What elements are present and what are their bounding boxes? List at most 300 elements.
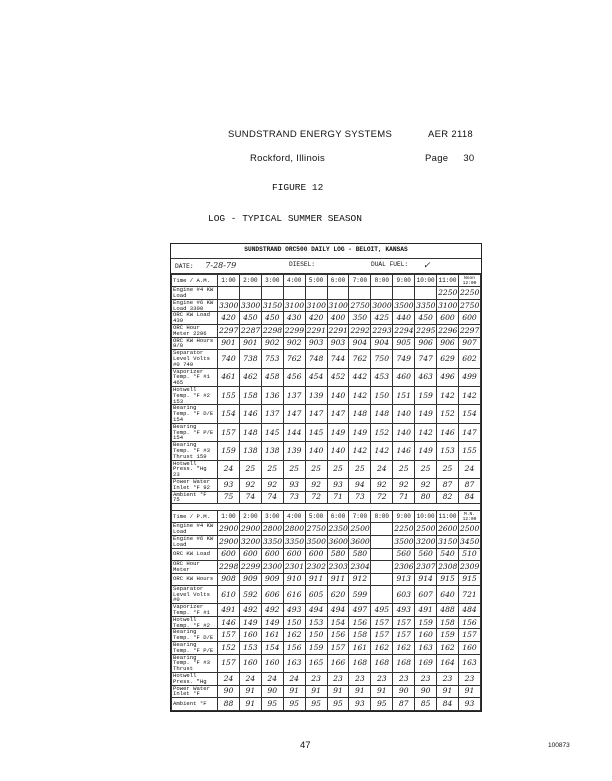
pm-reading-cell: 909 (239, 573, 261, 585)
pm-reading-cell: 2304 (349, 560, 371, 573)
pm-reading-cell: 2299 (239, 560, 261, 573)
pm-reading-cell: 156 (458, 616, 480, 629)
am-reading-cell: 159 (218, 442, 240, 460)
am-reading-cell: 2297 (218, 325, 240, 338)
location: Rockford, Illinois (250, 153, 326, 164)
pm-reading-cell: 2250 (393, 523, 415, 536)
am-log-row (172, 491, 481, 504)
am-reading-cell: 3500 (393, 299, 415, 312)
am-reading-cell: 142 (415, 423, 437, 441)
am-reading-cell: 24 (458, 460, 480, 478)
am-reading-cell: 25 (305, 460, 327, 478)
am-reading-cell (393, 287, 415, 300)
am-reading-cell: 3100 (305, 299, 327, 312)
pm-reading-cell: 2350 (327, 523, 349, 536)
am-reading-cell: 75 (218, 491, 240, 504)
am-reading-cell: 2750 (349, 299, 371, 312)
pm-reading-cell: 599 (349, 585, 371, 603)
am-reading-cell: 71 (327, 491, 349, 504)
am-reading-cell: 3150 (261, 299, 283, 312)
document-code: 100873 (548, 742, 570, 749)
pm-reading-cell: 156 (349, 616, 371, 629)
am-log-row (172, 442, 481, 460)
am-reading-cell: 496 (437, 368, 459, 386)
pm-time-9: 9:00 (393, 511, 415, 523)
am-reading-cell: 149 (415, 442, 437, 460)
pm-reading-cell: 610 (218, 585, 240, 603)
pm-reading-cell: 495 (371, 604, 393, 617)
pm-reading-cell: 156 (283, 642, 305, 655)
am-reading-cell: 158 (239, 387, 261, 405)
am-reading-cell: 146 (393, 442, 415, 460)
log-info-row (171, 259, 481, 274)
pm-reading-cell: 159 (415, 616, 437, 629)
pm-reading-cell: 603 (393, 585, 415, 603)
pm-reading-cell: 600 (218, 548, 240, 560)
am-reading-cell: 82 (437, 491, 459, 504)
am-reading-cell: 25 (239, 460, 261, 478)
pm-reading-cell: 163 (458, 654, 480, 672)
pm-reading-cell: 915 (437, 573, 459, 585)
am-reading-cell: 155 (218, 387, 240, 405)
am-reading-cell: 2297 (458, 325, 480, 338)
am-reading-cell: 3100 (437, 299, 459, 312)
am-reading-cell: 149 (327, 423, 349, 441)
pm-reading-cell: 85 (415, 698, 437, 710)
page-number: 47 (300, 740, 311, 751)
pm-reading-cell: 163 (415, 642, 437, 655)
pm-log-row (172, 523, 481, 536)
am-reading-cell: 2287 (239, 325, 261, 338)
pm-reading-cell: 157 (393, 616, 415, 629)
pm-reading-cell: 91 (327, 685, 349, 698)
pm-reading-cell: 560 (393, 548, 415, 560)
date-label: DATE: (175, 263, 194, 270)
pm-reading-cell: 607 (415, 585, 437, 603)
pm-reading-cell: 592 (239, 585, 261, 603)
am-row-label: ORC Hour Meter 2296 (172, 325, 218, 338)
am-reading-cell: 25 (393, 460, 415, 478)
pm-reading-cell: 90 (393, 685, 415, 698)
am-time-7: 7:00 (349, 275, 371, 287)
pm-time-header-row (172, 511, 481, 523)
pm-time-label: Time / P.M. (172, 511, 218, 523)
pm-time-7: 7:00 (349, 511, 371, 523)
pm-reading-cell: 93 (458, 698, 480, 710)
pm-log-row (172, 616, 481, 629)
am-reading-cell: 762 (283, 350, 305, 368)
pm-reading-cell: 2800 (261, 523, 283, 536)
am-reading-cell: 3300 (239, 299, 261, 312)
am-reading-cell: 25 (437, 460, 459, 478)
am-time-8: 8:00 (371, 275, 393, 287)
pm-reading-cell: 162 (371, 642, 393, 655)
pm-reading-cell: 2900 (218, 523, 240, 536)
pm-reading-cell: 2306 (393, 560, 415, 573)
pm-reading-cell: 87 (393, 698, 415, 710)
am-reading-cell: 3100 (283, 299, 305, 312)
pm-row-label: ORC KW Load (172, 548, 218, 560)
am-reading-cell: 753 (261, 350, 283, 368)
figure-label: FIGURE 12 (272, 182, 324, 193)
pm-reading-cell: 165 (305, 654, 327, 672)
am-row-label: Bearing Temp. °F #3 Thrust 159 (172, 442, 218, 460)
pm-reading-cell: 640 (437, 585, 459, 603)
pm-reading-cell: 23 (393, 673, 415, 686)
am-reading-cell: 74 (239, 491, 261, 504)
am-reading-cell: 906 (415, 337, 437, 350)
am-log-row (172, 312, 481, 325)
am-reading-cell: 144 (283, 423, 305, 441)
pm-reading-cell (371, 548, 393, 560)
am-reading-cell: 450 (239, 312, 261, 325)
am-reading-cell: 420 (305, 312, 327, 325)
am-time-6: 6:00 (327, 275, 349, 287)
pm-reading-cell: 3150 (437, 536, 459, 549)
am-reading-cell: 146 (239, 405, 261, 423)
pm-reading-cell: 2500 (458, 523, 480, 536)
am-row-label: Ambient °F 75 (172, 491, 218, 504)
pm-log-row (172, 573, 481, 585)
pm-reading-cell: 95 (283, 698, 305, 710)
am-reading-cell: 154 (458, 405, 480, 423)
am-row-label: ORC KW Hours 9/0 (172, 337, 218, 350)
am-reading-cell: 84 (458, 491, 480, 504)
pm-reading-cell: 908 (218, 573, 240, 585)
pm-reading-cell: 157 (458, 629, 480, 642)
am-reading-cell: 2291 (327, 325, 349, 338)
am-reading-cell: 92 (261, 479, 283, 492)
pm-reading-cell (371, 560, 393, 573)
pm-reading-cell: 912 (349, 573, 371, 585)
pm-reading-cell: 600 (283, 548, 305, 560)
am-reading-cell: 903 (305, 337, 327, 350)
pm-reading-cell: 2500 (349, 523, 371, 536)
pm-log-table (171, 510, 481, 710)
pm-reading-cell: 580 (349, 548, 371, 560)
pm-reading-cell: 90 (218, 685, 240, 698)
am-reading-cell: 153 (437, 442, 459, 460)
am-reading-cell: 25 (327, 460, 349, 478)
am-reading-cell: 142 (371, 442, 393, 460)
am-reading-cell: 2291 (305, 325, 327, 338)
pm-reading-cell: 2600 (437, 523, 459, 536)
pm-reading-cell: 914 (415, 573, 437, 585)
am-reading-cell: 151 (393, 387, 415, 405)
pm-reading-cell: 911 (327, 573, 349, 585)
am-reading-cell: 902 (283, 337, 305, 350)
am-reading-cell (415, 287, 437, 300)
pm-reading-cell: 90 (415, 685, 437, 698)
pm-reading-cell: 2750 (305, 523, 327, 536)
am-reading-cell: 461 (218, 368, 240, 386)
pm-reading-cell: 161 (349, 642, 371, 655)
pm-reading-cell: 91 (305, 685, 327, 698)
am-reading-cell: 150 (371, 387, 393, 405)
pm-reading-cell: 560 (415, 548, 437, 560)
dual-fuel-check: ✓ (423, 261, 431, 271)
pm-reading-cell: 24 (218, 673, 240, 686)
am-reading-cell: 499 (458, 368, 480, 386)
am-reading-cell: 600 (437, 312, 459, 325)
pm-reading-cell: 91 (239, 685, 261, 698)
am-reading-cell: 72 (371, 491, 393, 504)
am-log-table (171, 274, 481, 504)
pm-reading-cell: 540 (437, 548, 459, 560)
pm-reading-cell: 166 (327, 654, 349, 672)
am-reading-cell: 154 (218, 405, 240, 423)
pm-reading-cell: 23 (458, 673, 480, 686)
am-reading-cell: 2298 (261, 325, 283, 338)
figure-caption: LOG - TYPICAL SUMMER SEASON (208, 213, 362, 224)
am-reading-cell: 2250 (458, 287, 480, 300)
am-reading-cell: 749 (393, 350, 415, 368)
am-reading-cell: 744 (327, 350, 349, 368)
pm-reading-cell: 157 (218, 654, 240, 672)
am-reading-cell: 460 (393, 368, 415, 386)
pm-reading-cell: 168 (393, 654, 415, 672)
pm-time-5: 5:00 (305, 511, 327, 523)
am-reading-cell: 425 (371, 312, 393, 325)
pm-reading-cell: 616 (283, 585, 305, 603)
am-time-10: 10:00 (415, 275, 437, 287)
pm-reading-cell: 493 (283, 604, 305, 617)
am-reading-cell: 2250 (437, 287, 459, 300)
pm-reading-cell: 95 (371, 698, 393, 710)
am-log-row (172, 423, 481, 441)
pm-reading-cell (371, 585, 393, 603)
am-reading-cell: 2292 (349, 325, 371, 338)
pm-reading-cell: 3500 (393, 536, 415, 549)
page-value: 30 (463, 153, 475, 164)
pm-reading-cell: 162 (437, 642, 459, 655)
am-reading-cell: 902 (261, 337, 283, 350)
pm-reading-cell: 488 (437, 604, 459, 617)
am-reading-cell: 456 (283, 368, 305, 386)
am-time-header-row (172, 275, 481, 287)
am-reading-cell: 87 (458, 479, 480, 492)
am-reading-cell: 905 (393, 337, 415, 350)
am-log-row (172, 479, 481, 492)
pm-row-label: Bearing Temp. °F #3 Thrust (172, 654, 218, 672)
am-log-row (172, 287, 481, 300)
am-reading-cell: 140 (393, 423, 415, 441)
pm-reading-cell: 146 (218, 616, 240, 629)
pm-row-label: Power Water Inlet °F (172, 685, 218, 698)
am-time-2: 2:00 (239, 275, 261, 287)
pm-reading-cell: 580 (327, 548, 349, 560)
pm-reading-cell: 169 (415, 654, 437, 672)
am-reading-cell: 136 (261, 387, 283, 405)
am-reading-cell: 159 (415, 387, 437, 405)
am-reading-cell: 25 (261, 460, 283, 478)
am-reading-cell: 748 (305, 350, 327, 368)
am-reading-cell: 148 (371, 405, 393, 423)
am-reading-cell: 2294 (393, 325, 415, 338)
am-reading-cell: 738 (239, 350, 261, 368)
am-reading-cell: 145 (305, 423, 327, 441)
pm-reading-cell: 154 (261, 642, 283, 655)
pm-reading-cell: 484 (458, 604, 480, 617)
pm-row-label: Ambient °F (172, 698, 218, 710)
am-reading-cell: 25 (349, 460, 371, 478)
pm-reading-cell: 160 (415, 629, 437, 642)
am-reading-cell: 93 (218, 479, 240, 492)
am-row-label: Engine #4 KW Load (172, 287, 218, 300)
pm-reading-cell: 149 (239, 616, 261, 629)
pm-log-row (172, 560, 481, 573)
pm-reading-cell: 3450 (458, 536, 480, 549)
am-reading-cell: 600 (458, 312, 480, 325)
am-reading-cell: 92 (371, 479, 393, 492)
pm-reading-cell: 600 (261, 548, 283, 560)
pm-reading-cell: 2900 (239, 523, 261, 536)
pm-reading-cell: 158 (437, 616, 459, 629)
pm-row-label: ORC Hour Meter (172, 560, 218, 573)
am-reading-cell (239, 287, 261, 300)
pm-reading-cell: 23 (371, 673, 393, 686)
daily-log-sheet (170, 243, 482, 712)
am-log-row (172, 405, 481, 423)
am-reading-cell (349, 287, 371, 300)
am-reading-cell: 140 (327, 442, 349, 460)
pm-reading-cell: 2308 (437, 560, 459, 573)
pm-reading-cell: 491 (415, 604, 437, 617)
am-reading-cell: 3100 (327, 299, 349, 312)
company-name: SUNDSTRAND ENERGY SYSTEMS (228, 129, 393, 140)
page-label: Page (425, 153, 449, 164)
am-reading-cell: 152 (437, 405, 459, 423)
am-reading-cell: 400 (327, 312, 349, 325)
pm-log-row (172, 604, 481, 617)
am-reading-cell: 93 (327, 479, 349, 492)
pm-log-row (172, 629, 481, 642)
am-row-label: Bearing Temp. °F D/E 154 (172, 405, 218, 423)
am-reading-cell: 25 (283, 460, 305, 478)
pm-reading-cell: 23 (415, 673, 437, 686)
pm-reading-cell: 160 (239, 629, 261, 642)
am-time-5: 5:00 (305, 275, 327, 287)
pm-reading-cell: 909 (261, 573, 283, 585)
pm-reading-cell: 493 (393, 604, 415, 617)
pm-reading-cell: 600 (305, 548, 327, 560)
pm-reading-cell: 2800 (283, 523, 305, 536)
pm-reading-cell: 2303 (327, 560, 349, 573)
pm-reading-cell: 2298 (218, 560, 240, 573)
pm-row-label: Separator Level Volts #0 (172, 585, 218, 603)
pm-reading-cell: 160 (239, 654, 261, 672)
am-reading-cell: 762 (349, 350, 371, 368)
pm-reading-cell: 157 (371, 616, 393, 629)
am-time-1: 1:00 (218, 275, 240, 287)
pm-reading-cell: 913 (393, 573, 415, 585)
pm-reading-cell: 91 (349, 685, 371, 698)
pm-reading-cell: 88 (218, 698, 240, 710)
pm-reading-cell: 491 (218, 604, 240, 617)
pm-log-row (172, 585, 481, 603)
pm-reading-cell: 2900 (218, 536, 240, 549)
pm-reading-cell: 494 (305, 604, 327, 617)
am-reading-cell: 80 (415, 491, 437, 504)
pm-reading-cell: 2307 (415, 560, 437, 573)
pm-reading-cell: 163 (283, 654, 305, 672)
pm-reading-cell: 95 (305, 698, 327, 710)
am-reading-cell: 149 (349, 423, 371, 441)
pm-time-1: 1:00 (218, 511, 240, 523)
pm-reading-cell: 158 (349, 629, 371, 642)
am-reading-cell: 2293 (371, 325, 393, 338)
document-number: AER 2118 (428, 129, 474, 140)
am-reading-cell: 93 (283, 479, 305, 492)
am-reading-cell (371, 287, 393, 300)
am-reading-cell: 148 (349, 405, 371, 423)
pm-reading-cell: 23 (305, 673, 327, 686)
dual-fuel-label: DUAL FUEL: (371, 261, 409, 268)
am-row-label: Hotwell Temp. °F #2 153 (172, 387, 218, 405)
pm-reading-cell: 91 (283, 685, 305, 698)
am-reading-cell: 442 (349, 368, 371, 386)
am-reading-cell (218, 287, 240, 300)
am-reading-cell: 904 (371, 337, 393, 350)
am-reading-cell: 147 (305, 405, 327, 423)
am-reading-cell: 450 (415, 312, 437, 325)
am-reading-cell: 463 (415, 368, 437, 386)
pm-reading-cell: 600 (239, 548, 261, 560)
am-reading-cell: 140 (393, 405, 415, 423)
am-reading-cell: 740 (218, 350, 240, 368)
am-reading-cell: 148 (239, 423, 261, 441)
am-reading-cell: 149 (415, 405, 437, 423)
pm-reading-cell: 153 (305, 616, 327, 629)
pm-reading-cell: 160 (458, 642, 480, 655)
pm-reading-cell (371, 523, 393, 536)
pm-reading-cell: 84 (437, 698, 459, 710)
pm-log-row (172, 698, 481, 710)
pm-reading-cell: 150 (283, 616, 305, 629)
am-reading-cell: 350 (349, 312, 371, 325)
pm-reading-cell: 2300 (261, 560, 283, 573)
am-reading-cell: 750 (371, 350, 393, 368)
am-reading-cell: 138 (261, 442, 283, 460)
pm-time-4: 4:00 (283, 511, 305, 523)
am-reading-cell: 140 (305, 442, 327, 460)
am-reading-cell: 24 (218, 460, 240, 478)
diesel-label: DIESEL: (289, 261, 315, 268)
am-reading-cell: 142 (349, 387, 371, 405)
pm-reading-cell: 162 (393, 642, 415, 655)
pm-row-label: Hotwell Temp. °F #2 (172, 616, 218, 629)
pm-reading-cell: 157 (218, 629, 240, 642)
am-reading-cell: 146 (437, 423, 459, 441)
am-reading-cell: 3350 (415, 299, 437, 312)
pm-reading-cell: 157 (393, 629, 415, 642)
pm-time-2: 2:00 (239, 511, 261, 523)
am-reading-cell: 454 (305, 368, 327, 386)
pm-reading-cell: 91 (458, 685, 480, 698)
am-log-row (172, 387, 481, 405)
pm-reading-cell: 23 (349, 673, 371, 686)
am-reading-cell: 157 (218, 423, 240, 441)
pm-reading-cell: 2309 (458, 560, 480, 573)
pm-log-row (172, 673, 481, 686)
am-row-label: Hotwell Press. "Hg 23 (172, 460, 218, 478)
am-reading-cell: 142 (437, 387, 459, 405)
pm-reading-cell: 605 (305, 585, 327, 603)
pm-reading-cell: 3600 (349, 536, 371, 549)
pm-reading-cell: 161 (261, 629, 283, 642)
am-reading-cell: 137 (283, 387, 305, 405)
am-reading-cell: 71 (393, 491, 415, 504)
